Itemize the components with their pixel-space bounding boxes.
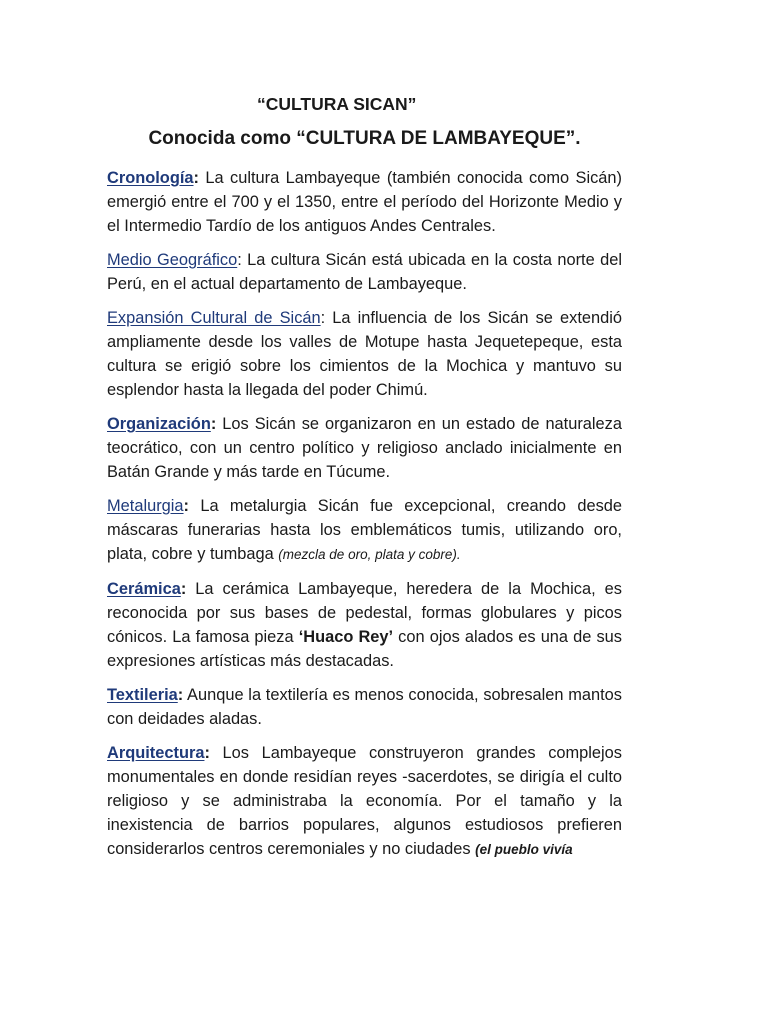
colon: : (183, 497, 189, 515)
section-text: La cultura Lambayeque (también conocida como Sicán) emergió entre el 700 y el 1350, entre el período del Horizonte Medio y el Intermedio Tardío de los antiguos Andes Centrales. (107, 169, 622, 235)
section-arquitectura (107, 741, 622, 862)
heading-medio-geografico: Medio Geográfico (107, 251, 238, 269)
section-text: Los Sicán se organizaron en un estado de naturaleza teocrático, con un centro político y religioso anclado inicialmente en Batán Grande y más tarde en Túcume. (107, 415, 622, 481)
colon: : (210, 415, 217, 433)
section-metalurgia (107, 494, 622, 567)
heading-organizacion: Organización (107, 415, 211, 433)
heading-cronologia: Cronología (107, 169, 194, 187)
colon: : (177, 686, 184, 704)
emphasis-huaco-rey: ‘Huaco Rey’ (298, 628, 394, 646)
section-text: con ojos alados es una de sus expresiones artísticas más destacadas. (107, 628, 622, 670)
section-text: La influencia de los Sicán se extendió ampliamente desde los valles de Motupe hasta Jequetepeque, esta cultura se erigió sobre los cimientos de la Mochica y mantuvo su esplendor hasta la llegada del poder Chimú. (107, 309, 622, 399)
section-cronologia (107, 166, 622, 238)
heading-ceramica: Cerámica (107, 580, 181, 598)
section-text: Aunque la textilería es menos conocida, sobresalen mantos con deidades aladas. (107, 686, 622, 728)
colon: : (204, 744, 210, 762)
section-note: (mezcla de oro, plata y cobre). (278, 547, 461, 562)
document-title: “CULTURA SICAN” (257, 94, 417, 114)
colon: : (237, 251, 242, 269)
section-textileria (107, 683, 622, 731)
section-ceramica (107, 577, 622, 673)
section-text: La metalurgia Sicán fue excepcional, creando desde máscaras funerarias hasta los emblemáticos tumis, utilizando oro, plata, cobre y tumbaga (107, 497, 622, 563)
heading-metalurgia: Metalurgia (107, 497, 184, 515)
document-subtitle: Conocida como “CULTURA DE LAMBAYEQUE”. (148, 128, 581, 149)
colon: : (193, 169, 199, 187)
heading-expansion: Expansión Cultural de Sicán (107, 309, 321, 327)
section-medio-geografico (107, 248, 622, 296)
heading-textileria: Textileria (107, 686, 178, 704)
section-note: (el pueblo vivía (475, 842, 573, 857)
colon: : (320, 309, 326, 327)
section-organizacion (107, 412, 622, 484)
section-text: La cerámica Lambayeque, heredera de la Mochica, es reconocida por sus bases de pedestal, formas globulares y picos cónicos. La famosa pieza (107, 580, 622, 646)
section-expansion (107, 306, 622, 402)
heading-arquitectura: Arquitectura (107, 744, 205, 762)
section-text: La cultura Sicán está ubicada en la costa norte del Perú, en el actual departamento de Lambayeque. (107, 251, 622, 293)
section-text: Los Lambayeque construyeron grandes complejos monumentales en donde residían reyes -sacerdotes, se dirigía el culto religioso y se administraba la economía. Por el tamaño y la inexistencia de barrios populares, algunos estudiosos prefieren considerarlos centros ceremoniales y no ciudades (107, 744, 622, 858)
document-page (107, 92, 622, 862)
colon: : (180, 580, 187, 598)
